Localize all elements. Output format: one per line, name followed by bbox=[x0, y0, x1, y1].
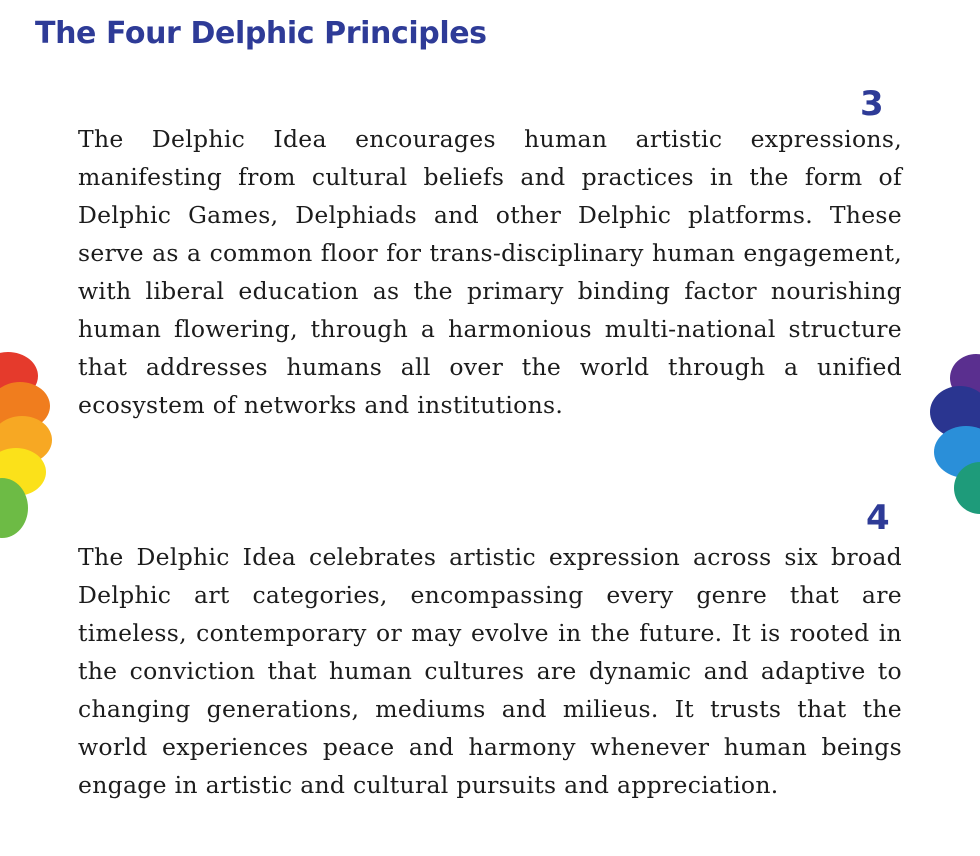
principle-3-paragraph: The Delphic Idea encourages human artistic expressions, manifesting from cultural beliefs and practices in the form of Delphic Games, Delphiads and other Delphic platforms. These serve as a common floor for trans-disciplinary human engagement, with liberal education as the primary binding factor nourishing human flowering, through a harmonious multi-national structure that addresses humans all over the world through a unified ecosystem of networks and institutions. bbox=[78, 125, 902, 419]
principle-4-paragraph: The Delphic Idea celebrates artistic expression across six broad Delphic art categories, encompassing every genre that are timeless, contemporary or may evolve in the future. It is rooted in the conviction that human cultures are dynamic and adaptive to changing generations, mediums and milieus. It trusts that the world experiences peace and harmony whenever human beings engage in artistic and cultural pursuits and appreciation. bbox=[78, 543, 902, 799]
section-number-3: 3 bbox=[860, 84, 884, 124]
right-flower-decoration-icon bbox=[926, 348, 980, 548]
left-flower-decoration-icon bbox=[0, 348, 56, 548]
page-title: The Four Delphic Principles bbox=[35, 16, 487, 51]
section-number-4: 4 bbox=[866, 498, 890, 538]
